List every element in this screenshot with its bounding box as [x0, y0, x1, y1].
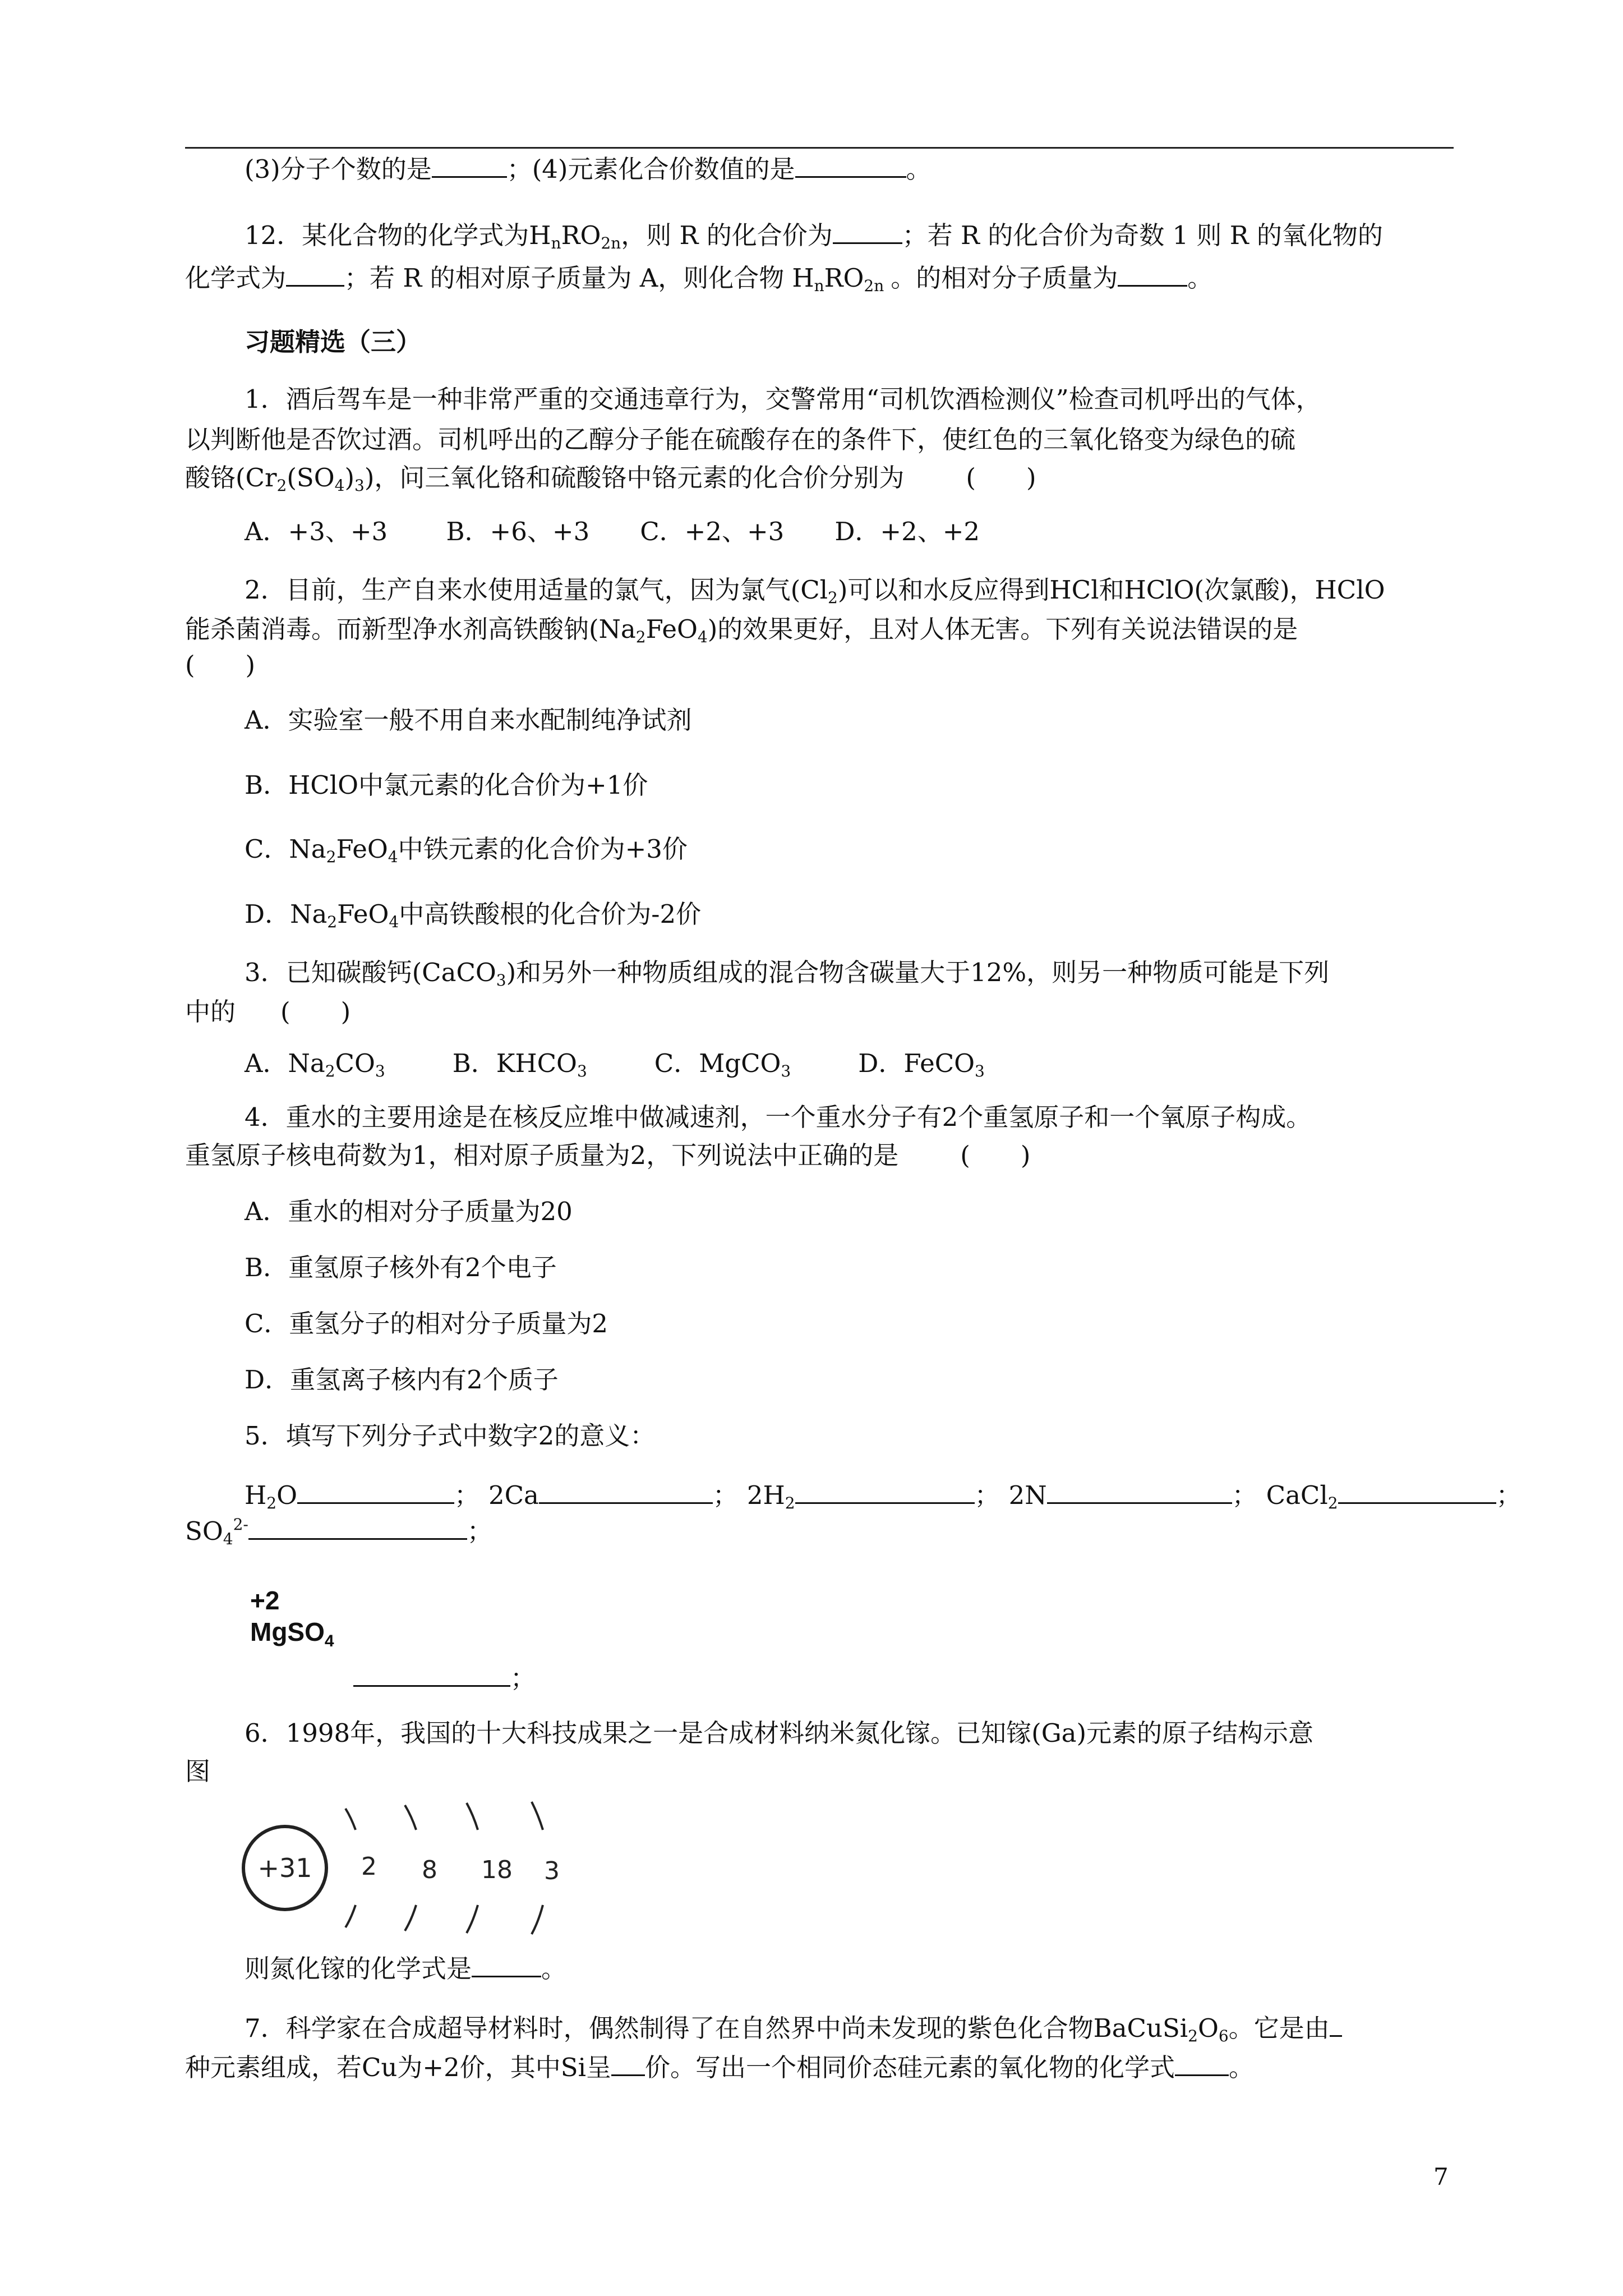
q5-sub: 2: [785, 1494, 795, 1512]
q5-valence-sub: 4: [324, 1632, 334, 1650]
q5-valence-formula: [250, 1617, 334, 1651]
q5-formula-cacl2: CaCl: [1266, 1480, 1328, 1510]
q2-sub: 4: [697, 628, 708, 646]
q3-text: 中的: [185, 997, 236, 1027]
q12-text: 化学式为: [185, 263, 287, 293]
q12-formula: H: [792, 263, 814, 293]
q2-option-d: [245, 898, 701, 931]
q4-option-c: C．重氢分子的相对分子质量为2: [245, 1309, 608, 1338]
q12-text: ；若 R 的化合价为奇数 1 则 R 的氧化物的: [902, 220, 1383, 250]
q7-sub: 6: [1218, 2027, 1229, 2045]
q6-answer-line: [245, 1952, 566, 1986]
q5-sub: 4: [223, 1530, 233, 1548]
q1-text: 酸铬(Cr: [185, 463, 277, 493]
q12-line-1: [245, 219, 1383, 252]
shell-arc-1-bottom: [345, 1905, 356, 1927]
q2-sub: 4: [388, 848, 398, 866]
q7-text: 种元素组成，若Cu为+2价，其中Si呈: [185, 2053, 611, 2082]
q3-option-a: A．Na: [245, 1048, 325, 1078]
shell-arc-3-top: [467, 1803, 478, 1830]
q1-line-1: 1．酒后驾车是一种非常严重的交通违章行为，交警常用“司机饮酒检测仪”检查司机呼出的气体，: [245, 384, 1321, 414]
q12-text: 12．某化合物的化学式为: [245, 220, 529, 250]
q12-blank-oxide[interactable]: [286, 263, 344, 287]
q2-text: FeO: [337, 899, 389, 929]
q3-options: [245, 1047, 985, 1080]
q11-blank-3[interactable]: [432, 154, 507, 178]
q2-text: )可以和水反应得到HCl和HClO(次氯酸)，HClO: [837, 575, 1385, 605]
q4-text: 重氢原子核电荷数为1，相对原子质量为2，下列说法中正确的是: [185, 1140, 899, 1170]
q5-formula-h2o: O: [276, 1480, 297, 1510]
q1-line-3: [185, 461, 1036, 495]
shell-arc-2-top: [405, 1805, 416, 1830]
q12-text: ，则 R 的化合价为: [621, 220, 833, 250]
q12-text: ；若 R 的相对原子质量为 A，则化合物: [344, 263, 785, 293]
q3-option-b: B．KHCO: [452, 1048, 577, 1078]
q11-text-1: (3)分子个数的是: [245, 154, 432, 184]
q2-text: C．Na: [245, 834, 326, 864]
q5-formula-line-1: [245, 1479, 1521, 1512]
q1-sub: 4: [334, 476, 345, 495]
header-rule: [185, 147, 1454, 149]
q3-option-c: C．MgCO: [654, 1048, 781, 1078]
q2-sub: 2: [326, 848, 336, 866]
q4-line-2: [185, 1139, 1030, 1172]
q2-sub: 4: [389, 913, 399, 931]
q12-formula: RO: [824, 263, 864, 293]
q4-option-d: D．重氢离子核内有2个质子: [245, 1365, 559, 1395]
q3-sub: 3: [781, 1062, 791, 1080]
shell-electrons-4: 3: [544, 1857, 560, 1885]
q5-sep: ；: [974, 1480, 1000, 1510]
q11-text-2: ；(4)元素化合价数值的是: [506, 154, 795, 184]
q5-sep: ；: [1496, 1480, 1521, 1510]
q2-text: 能杀菌消毒。而新型净水剂高铁酸钠(Na: [185, 614, 636, 644]
q5-formula-2n: 2N: [1008, 1480, 1047, 1510]
q1-text: )，问三氧化铬和硫酸铬中铬元素的化合价分别为: [364, 463, 905, 493]
q7-blank-count[interactable]: [1330, 2013, 1342, 2037]
q3-sub: 3: [375, 1062, 385, 1080]
shell-arc-4-bottom: [532, 1905, 543, 1934]
q6-line-2: 图: [185, 1756, 211, 1786]
q5-formula-2ca: 2Ca: [488, 1480, 539, 1510]
q7-text: 价。写出一个相同价态硅元素的氧化物的化学式: [644, 2053, 1175, 2082]
q6-text: 则氮化镓的化学式是: [245, 1954, 472, 1984]
q2-text: 中高铁酸根的化合价为-2价: [399, 899, 702, 929]
q5-title: 5．填写下列分子式中数字2的意义：: [245, 1421, 656, 1451]
q5-formula-so4: SO: [185, 1516, 223, 1546]
q11-text-3: 。: [906, 154, 932, 184]
shell-electrons-3: 18: [481, 1856, 513, 1884]
q12-sub: n: [551, 234, 561, 252]
q12-sub: 2n: [601, 234, 621, 252]
q7-line-1: [245, 2012, 1342, 2045]
q11-line: [245, 153, 932, 186]
q2-text: 中铁元素的化合价为+3价: [398, 834, 688, 864]
q7-blank-valence[interactable]: [611, 2052, 645, 2076]
q4-answer-paren[interactable]: ( ): [960, 1140, 1031, 1170]
page-number: 7: [1433, 2163, 1449, 2191]
q5-blank-mgso4[interactable]: [353, 1663, 510, 1687]
q4-option-b: B．重氢原子核外有2个电子: [245, 1253, 557, 1282]
q3-sub: 2: [325, 1062, 335, 1080]
q1-text: (SO: [287, 463, 335, 493]
q7-sub: 2: [1188, 2027, 1198, 2045]
q2-sub: 2: [828, 588, 838, 607]
q2-text: 2．目前，生产自来水使用适量的氯气，因为氯气(Cl: [245, 575, 828, 605]
q5-sub: 2: [1327, 1494, 1338, 1512]
q5-valence-top: +2: [250, 1586, 280, 1615]
q7-line-2: [185, 2051, 1254, 2085]
q12-sub: 2n: [864, 277, 884, 295]
q3-sub: 3: [577, 1062, 587, 1080]
shell-arc-2-bottom: [405, 1905, 416, 1931]
q7-blank-oxide[interactable]: [1175, 2052, 1229, 2076]
q5-sep: ；: [454, 1480, 479, 1510]
q5-formula-line-2: [185, 1515, 492, 1548]
q7-text: 。它是由: [1228, 2013, 1330, 2043]
q6-blank-formula[interactable]: [472, 1953, 541, 1977]
q12-formula: RO: [561, 220, 601, 250]
q2-text: D．Na: [245, 899, 328, 929]
shell-arc-4-top: [532, 1802, 543, 1830]
q1-answer-paren[interactable]: ( ): [966, 463, 1036, 493]
shell-arc-1-top: [345, 1809, 356, 1830]
q12-sub: n: [814, 277, 824, 295]
q3-sub: 3: [496, 971, 506, 990]
q12-blank-mass[interactable]: [1118, 263, 1187, 287]
q5-blank-cacl2[interactable]: [1338, 1480, 1496, 1504]
q12-line-2: [185, 261, 1212, 295]
q1-sub: 3: [354, 476, 365, 495]
q3-answer-paren[interactable]: ( ): [280, 997, 351, 1027]
q7-text: 7．科学家在合成超导材料时，偶然制得了在自然界中尚未发现的紫色化合物BaCuSi: [245, 2013, 1188, 2043]
q3-sub: 3: [975, 1062, 985, 1080]
q2-option-c: [245, 832, 688, 866]
q5-sub: 2: [266, 1494, 277, 1512]
q3-line-2: [185, 995, 351, 1029]
q1-options: A．+3、+3 B．+6、+3 C．+2、+3 D．+2、+2: [245, 517, 980, 546]
q4-line-1: 4．重水的主要用途是在核反应堆中做减速剂，一个重水分子有2个重氢原子和一个氧原子构成。: [245, 1102, 1312, 1132]
q7-text: 。: [1229, 2053, 1255, 2082]
q7-text: O: [1198, 2013, 1219, 2043]
q1-sub: 2: [276, 476, 287, 495]
q5-sep: ；: [1232, 1480, 1257, 1510]
q5-blank-2ca[interactable]: [539, 1480, 713, 1504]
q12-formula: H: [529, 220, 551, 250]
q4-option-a: A．重水的相对分子质量为20: [245, 1197, 573, 1226]
q3-option-a: CO: [335, 1048, 375, 1078]
q5-sup: 2-: [233, 1515, 248, 1534]
q5-sep: ；: [510, 1663, 536, 1693]
shell-electrons-2: 8: [422, 1856, 437, 1884]
q5-blank-h2o[interactable]: [297, 1480, 454, 1504]
shell-electrons-1: 2: [361, 1852, 377, 1881]
q5-formula-h2o: H: [245, 1480, 267, 1510]
q3-text: 3．已知碳酸钙(CaCO: [245, 958, 496, 987]
q1-text: ): [344, 463, 354, 493]
shell-arc-3-bottom: [467, 1905, 478, 1933]
q11-blank-4[interactable]: [795, 154, 906, 178]
q3-option-d: D．FeCO: [858, 1048, 975, 1078]
nucleus-charge: +31: [257, 1853, 312, 1883]
q3-line-1: [245, 956, 1329, 990]
gallium-atom-structure-diagram: [236, 1795, 583, 1941]
q2-line-1: [245, 573, 1385, 607]
q2-sub: 2: [327, 913, 338, 931]
q12-text: 。: [1187, 263, 1213, 293]
q2-text: )的效果更好，且对人体无害。下列有关说法错误的是: [707, 614, 1298, 644]
q12-blank-valence[interactable]: [833, 220, 902, 244]
q5-sep: ；: [712, 1480, 738, 1510]
q5-valence-answer-line: [353, 1662, 536, 1695]
q5-blank-2n[interactable]: [1047, 1480, 1232, 1504]
q5-valence-main: MgSO: [250, 1617, 325, 1646]
q5-blank-so4[interactable]: [248, 1516, 467, 1540]
q5-blank-2h2[interactable]: [795, 1480, 975, 1504]
q2-answer-paren[interactable]: ( ): [185, 650, 256, 680]
q1-line-2: 以判断他是否饮过酒。司机呼出的乙醇分子能在硫酸存在的条件下，使红色的三氧化铬变为绿色的硫: [185, 425, 1296, 454]
q2-text: FeO: [336, 834, 388, 864]
q12-text: 。的相对分子质量为: [891, 263, 1118, 293]
q6-text: 。: [541, 1954, 567, 1984]
q2-option-b: B．HClO中氯元素的化合价为+1价: [245, 770, 648, 800]
q5-formula-2h2: 2H: [746, 1480, 785, 1510]
q2-line-2: [185, 613, 1298, 646]
q2-sub: 2: [635, 628, 646, 646]
q6-line-1: 6．1998年，我国的十大科技成果之一是合成材料纳米氮化镓。已知镓(Ga)元素的原子结构示意: [245, 1718, 1314, 1748]
section-title: 习题精选（三）: [245, 327, 422, 357]
q2-option-a: A．实验室一般不用自来水配制纯净试剂: [245, 705, 692, 735]
q5-sep: ；: [467, 1516, 492, 1546]
q2-text: FeO: [645, 614, 698, 644]
q3-text: )和另外一种物质组成的混合物含碳量大于12%，则另一种物质可能是下列: [506, 958, 1330, 987]
